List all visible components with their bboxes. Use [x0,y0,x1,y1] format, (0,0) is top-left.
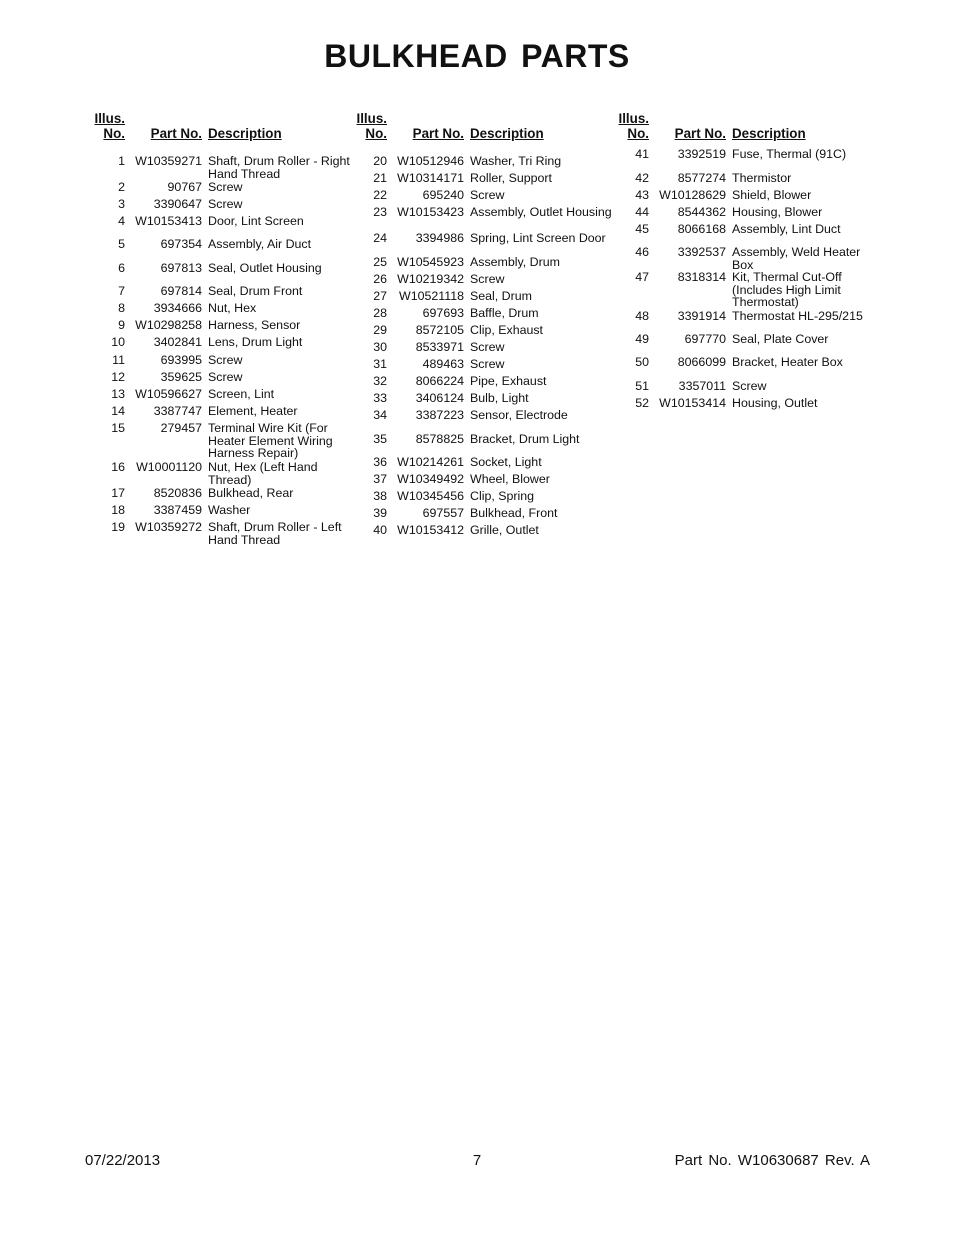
part-description: Screw [208,197,243,211]
illus-no: 41 [635,147,649,161]
part-description: Shaft, Drum Roller - Left Hand Thread [208,520,342,547]
part-description: Thermostat HL-295/215 [732,309,863,323]
no-header-label: No. [365,126,387,141]
part-number: 489463 [422,357,464,371]
part-description: Screen, Lint [208,387,275,401]
part-description: Assembly, Drum [470,255,560,269]
description-header: Description [732,126,806,141]
part-number: 8544362 [677,205,726,219]
part-description: Kit, Thermal Cut-Off (Includes High Limit Thermostat) [732,270,842,310]
part-description: Baffle, Drum [470,306,539,320]
illus-header-label: Illus. [356,111,387,126]
illus-no: 14 [111,404,125,418]
part-number: 8572105 [415,323,464,337]
illus-no: 9 [118,318,125,332]
part-description: Thermistor [732,171,792,185]
part-number: W10153423 [397,205,464,219]
column-header [352,111,612,145]
part-number: W10219342 [397,272,464,286]
part-number: W10545923 [397,255,464,269]
part-number: 3402841 [153,335,202,349]
part-no-header: Part No. [674,126,726,141]
illus-no: 44 [635,205,649,219]
part-number: 3387459 [153,503,202,517]
part-no-header: Part No. [412,126,464,141]
part-number: W10214261 [397,455,464,469]
footer-part-number: Part No. W10630687 Rev. A [674,1152,870,1169]
part-number: 3406124 [415,391,464,405]
illus-no: 10 [111,335,125,349]
part-description: Bracket, Drum Light [470,432,580,446]
parts-column-3 [614,111,874,410]
part-description: Housing, Blower [732,205,823,219]
part-number: 3392537 [677,245,726,259]
part-number: W10349492 [397,472,464,486]
part-number: W10596627 [135,387,202,401]
part-number: W10001120 [136,460,202,474]
illus-no: 39 [373,506,387,520]
part-description: Shield, Blower [732,188,812,202]
part-description: Clip, Spring [470,489,535,503]
illus-no: 22 [373,188,387,202]
column-header [614,111,874,145]
part-description: Bracket, Heater Box [732,355,843,369]
illus-no: 2 [118,180,125,194]
part-description: Screw [208,353,243,367]
part-number: 697814 [160,284,202,298]
parts-column-1 [90,111,350,547]
part-description: Screw [470,340,505,354]
illus-no: 11 [112,353,125,367]
part-description: Screw [732,379,767,393]
part-number: 3392519 [677,147,726,161]
part-description: Pipe, Exhaust [470,374,547,388]
part-number: W10153413 [135,214,202,228]
part-number: W10153414 [659,396,726,410]
part-description: Shaft, Drum Roller - Right Hand Thread [208,154,350,181]
illus-no: 24 [373,231,387,245]
illus-no: 30 [373,340,387,354]
part-description: Clip, Exhaust [470,323,544,337]
part-description: Sensor, Electrode [470,408,568,422]
illus-no: 17 [111,486,125,500]
part-number: 693995 [160,353,202,367]
part-description: Washer [208,503,251,517]
part-number: 3391914 [677,309,726,323]
illus-no: 18 [111,503,125,517]
part-description: Bulkhead, Rear [208,486,294,500]
parts-column-2 [352,111,612,537]
description-header: Description [470,126,544,141]
illus-no: 4 [118,214,125,228]
illus-no: 42 [635,171,649,185]
illus-no: 12 [111,370,125,384]
part-description: Assembly, Lint Duct [732,222,841,236]
part-number: 695240 [422,188,464,202]
part-number: 3934666 [153,301,202,315]
part-description: Screw [470,188,505,202]
part-description: Assembly, Outlet Housing [470,205,612,219]
no-header-label: No. [103,126,125,141]
part-number: W10359271 [135,154,202,168]
part-description: Fuse, Thermal (91C) [732,147,847,161]
illus-no: 21 [373,171,387,185]
illus-no: 43 [635,188,649,202]
page-title: BULKHEAD PARTS [324,38,630,74]
illus-no: 16 [111,460,125,474]
part-number: 279457 [160,421,202,435]
illus-no: 34 [373,408,387,422]
illus-no: 46 [635,245,649,259]
illus-no: 1 [118,154,125,168]
part-number: 3390647 [153,197,202,211]
part-description: Screw [470,357,505,371]
part-number: W10512946 [397,154,464,168]
illus-no: 45 [635,222,649,236]
part-description: Harness, Sensor [208,318,301,332]
part-description: Seal, Drum Front [208,284,303,298]
illus-no: 13 [111,387,125,401]
part-number: 8066224 [415,374,464,388]
part-number: 697557 [422,506,464,520]
part-description: Roller, Support [470,171,552,185]
illus-no: 26 [373,272,387,286]
illus-no: 20 [373,154,387,168]
illus-no: 8 [118,301,125,315]
part-description: Element, Heater [208,404,298,418]
part-number: 8066168 [677,222,726,236]
footer-page-number: 7 [472,1152,482,1169]
illus-no: 6 [118,261,125,275]
illus-no-header [90,111,125,141]
part-number: 697770 [684,332,726,346]
illus-no: 7 [118,284,125,298]
part-number: W10314171 [397,171,464,185]
illus-no: 48 [635,309,649,323]
part-description: Grille, Outlet [470,523,539,537]
illus-no: 36 [373,455,387,469]
illus-no: 25 [373,255,387,269]
footer-date: 07/22/2013 [85,1152,161,1169]
part-number: 359625 [160,370,202,384]
illus-no: 47 [635,270,649,284]
part-description: Screw [208,370,243,384]
part-description: Seal, Drum [470,289,532,303]
part-description: Nut, Hex (Left Hand Thread) [208,460,318,487]
part-description: Screw [208,180,243,194]
part-description: Nut, Hex [208,301,257,315]
illus-no: 50 [635,355,649,369]
part-number: 8066099 [677,355,726,369]
illus-no: 52 [635,396,649,410]
part-number: 697354 [160,237,202,251]
illus-no: 5 [118,237,125,251]
part-number: W10298258 [135,318,202,332]
part-description: Housing, Outlet [732,396,818,410]
part-number: 8318314 [677,270,726,284]
illus-no: 49 [635,332,649,346]
part-description: Bulkhead, Front [470,506,558,520]
illus-no: 15 [111,421,125,435]
part-description: Lens, Drum Light [208,335,303,349]
part-number: 697693 [422,306,464,320]
part-number: 8577274 [677,171,726,185]
part-description: Spring, Lint Screen Door [470,231,606,245]
illus-no-header [614,111,649,141]
part-number: W10359272 [135,520,202,534]
part-number: 8520836 [153,486,202,500]
illus-no-header [352,111,387,141]
part-number: 3394986 [415,231,464,245]
part-number: 3387747 [153,404,202,418]
illus-no: 40 [373,523,387,537]
column-header [90,111,350,145]
illus-no: 27 [373,289,387,303]
part-number: 90767 [167,180,202,194]
illus-no: 19 [111,520,125,534]
part-number: 697813 [160,261,202,275]
part-number: 8533971 [415,340,464,354]
illus-no: 35 [373,432,387,446]
part-description: Assembly, Air Duct [208,237,312,251]
illus-no: 29 [373,323,387,337]
illus-no: 38 [373,489,387,503]
illus-header-label: Illus. [94,111,125,126]
illus-no: 23 [373,205,387,219]
illus-no: 51 [635,379,649,393]
part-description: Seal, Outlet Housing [208,261,322,275]
part-description: Terminal Wire Kit (For Heater Element Wiring Harness Repair) [208,421,333,461]
part-description: Seal, Plate Cover [732,332,829,346]
illus-no: 3 [118,197,125,211]
part-description: Assembly, Weld Heater Box [732,245,861,272]
part-no-header: Part No. [150,126,202,141]
part-number: W10128629 [659,188,726,202]
part-description: Bulb, Light [470,391,529,405]
illus-no: 32 [373,374,387,388]
description-header: Description [208,126,282,141]
illus-no: 33 [373,391,387,405]
part-number: 3387223 [415,408,464,422]
part-description: Wheel, Blower [470,472,550,486]
part-number: 3357011 [678,379,726,393]
part-description: Washer, Tri Ring [470,154,562,168]
part-description: Socket, Light [470,455,542,469]
illus-no: 31 [373,357,387,371]
illus-header-label: Illus. [618,111,649,126]
part-number: W10345456 [397,489,464,503]
illus-no: 28 [373,306,387,320]
illus-no: 37 [373,472,387,486]
part-number: 8578825 [415,432,464,446]
part-description: Screw [470,272,505,286]
part-number: W10153412 [397,523,464,537]
part-description: Door, Lint Screen [208,214,304,228]
no-header-label: No. [627,126,649,141]
part-number: W10521118 [399,289,464,303]
